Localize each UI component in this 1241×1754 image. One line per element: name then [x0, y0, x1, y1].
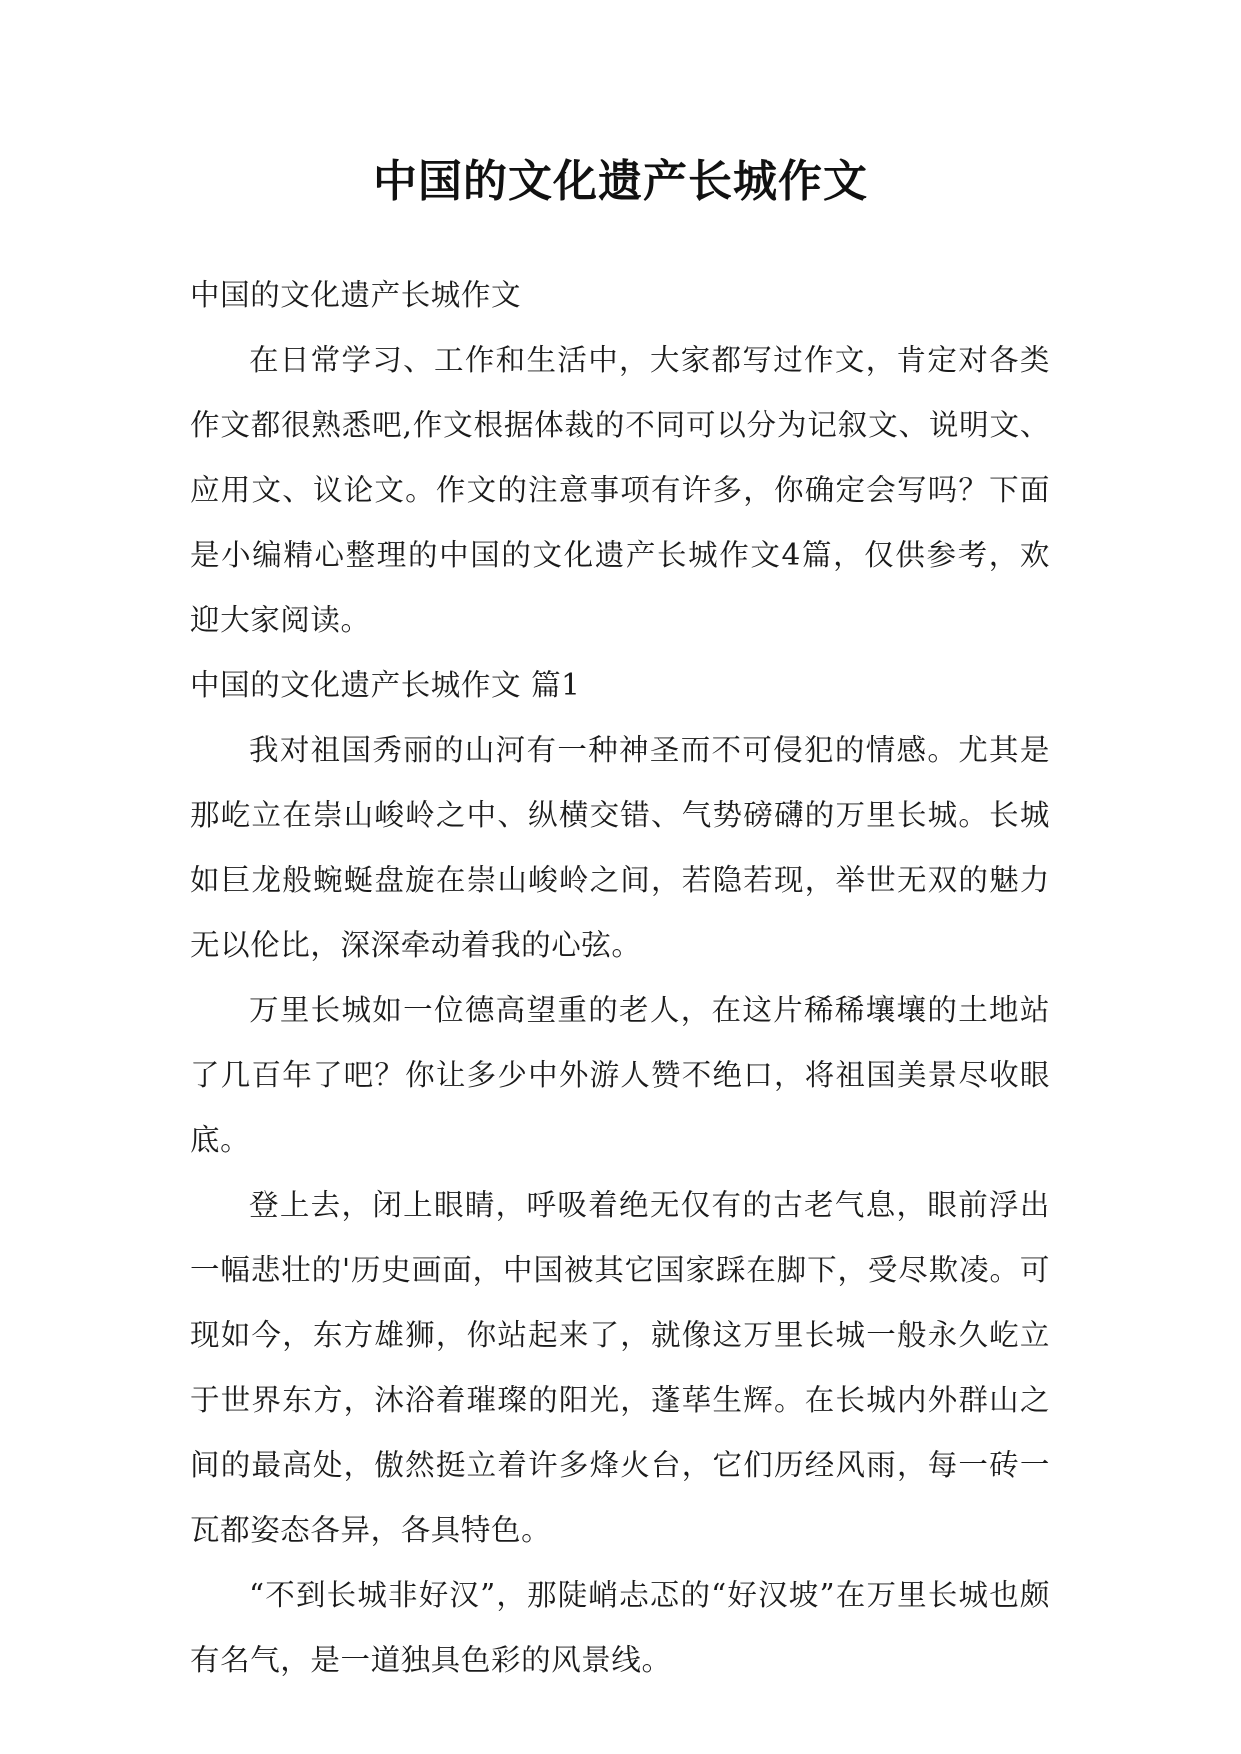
body-paragraph-4: “不到长城非好汉”，那陡峭忐忑的“好汉坡”在万里长城也颇有名气，是一道独具色彩的风景线。: [190, 1578, 1050, 1677]
body-paragraph-3: 登上去，闭上眼睛，呼吸着绝无仅有的古老气息，眼前浮出一幅悲壮的'历史画面，中国被其它国家踩在脚下，受尽欺凌。可现如今，东方雄狮，你站起来了，就像这万里长城一般永久屹立于世界东方，沐浴着璀璨的阳光，蓬荜生辉。在长城内外群山之间的最高处，傲然挺立着许多烽火台，它们历经风雨，每一砖一瓦都姿态各异，各具特色。: [190, 1188, 1050, 1547]
body-paragraph-1: 我对祖国秀丽的山河有一种神圣而不可侵犯的情感。尤其是那屹立在崇山峻岭之中、纵横交错、气势磅礴的万里长城。长城如巨龙般蜿蜒盘旋在崇山峻岭之间，若隐若现，举世无双的魅力无以伦比，深深牵动着我的心弦。: [190, 733, 1050, 962]
document-subtitle: 中国的文化遗产长城作文: [190, 278, 522, 312]
body-paragraph-2: 万里长城如一位德高望重的老人，在这片稀稀壤壤的土地站了几百年了吧？你让多少中外游人赞不绝口，将祖国美景尽收眼底。: [190, 993, 1050, 1157]
document-title: 中国的文化遗产长城作文: [373, 156, 868, 207]
intro-paragraph: 在日常学习、工作和生活中，大家都写过作文，肯定对各类作文都很熟悉吧,作文根据体裁的不同可以分为记叙文、说明文、应用文、议论文。作文的注意事项有许多，你确定会写吗？下面是小编精心整理的中国的文化遗产长城作文4篇，仅供参考，欢迎大家阅读。: [190, 343, 1050, 637]
document-body: [190, 263, 1050, 1693]
section-heading: 中国的文化遗产长城作文 篇1: [190, 668, 581, 702]
